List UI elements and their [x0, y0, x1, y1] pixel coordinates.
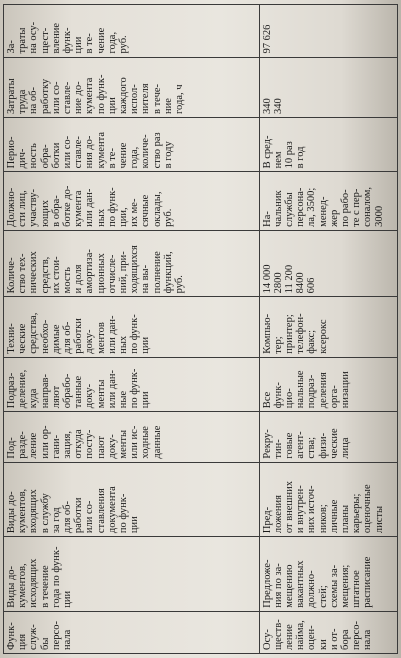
- header-text-function: Функ- ция служ- бы персо- нала: [6, 621, 74, 650]
- header-cell: [4, 57, 260, 117]
- cell-function: Осу- ществ- ление найма, оцен- ки и от- бора персо- нала: [261, 619, 374, 650]
- cell-source-unit: Рекру- тин- говые агент- ства; физи- ческие лица: [261, 428, 352, 459]
- cell-frequency: В сред- нем 10 раз в год: [261, 135, 307, 169]
- cell-target-unit: Все функ- цио- нальные подраз- деления орга- низации: [261, 370, 352, 409]
- header-cell: [4, 5, 260, 58]
- cell-annual-cost: 97 626: [261, 24, 273, 54]
- header-cell: [4, 611, 260, 653]
- body-cell: [259, 357, 397, 411]
- header-text-source-unit: Под- разде- ление или ор- гани- зация, откуда посту- пают доку- менты или ис- ходные данные: [6, 425, 163, 459]
- header-text-positions: Должно- сти лиц, участву- ющих в обра- ботке до- кумента или дан- ных по функ- ции, их ме- сячные оклады, руб.: [6, 185, 174, 227]
- header-row: [4, 5, 260, 654]
- header-text-target-unit: Подраз- деление, куда направ- ляют обрабо- танные доку- менты или дан- ные по функ- ции: [6, 368, 152, 409]
- header-text-equipment: Техни- ческие средства, необхо- димые для об- работки доку- ментов или дан- ных по функ- ции: [6, 312, 152, 354]
- header-cell: [4, 462, 260, 537]
- header-text-equipment-cost: Количе- ство тех- нических средств, их стои- мость и доля амортиза- ционных отчисле- ний, при- ходящихся на вы- полнение функций, руб.: [6, 245, 186, 294]
- header-cell: [4, 412, 260, 462]
- table-row: [259, 5, 397, 654]
- body-cell: [259, 297, 397, 357]
- body-cell: [259, 57, 397, 117]
- header-cell: [4, 117, 260, 171]
- body-cell: [259, 462, 397, 537]
- body-cell: [259, 117, 397, 171]
- header-cell: [4, 172, 260, 230]
- cell-positions: На- чальник службы персона- ла, 3500; менед- жер по рабо- те с пер- соналом, 3000: [261, 186, 385, 227]
- document-table: [3, 4, 398, 654]
- cell-equipment-cost: 14 000 2800 11 200 8400 606: [261, 264, 318, 294]
- header-text-frequency: Перио- дич- ность обра- ботки или со- ставле- ния до- кумента в те- чение года, количе- ство раз в году: [6, 132, 174, 169]
- cell-labor-hours: 340 340: [261, 98, 284, 114]
- header-cell: [4, 357, 260, 411]
- header-text-labor-hours: Затраты труда на об- работку или со- ставле- ние до- кумента по функ- ции каждого испол- нителя в тече- ние года, ч: [6, 74, 186, 114]
- body-cell: [259, 230, 397, 297]
- cell-equipment: Компью- тер; принтер; телефон- факс; ксерокс: [261, 313, 329, 354]
- body-cell: [259, 537, 397, 612]
- body-cell: [259, 611, 397, 653]
- header-text-outgoing-docs: Виды до- кументов, исходящих в течение года по функ- ции: [6, 546, 74, 608]
- cell-outgoing-docs: Предложе- ния по за- мещению вакантных должно- стей; схемы за- мещения; штатное расписание: [261, 556, 374, 608]
- body-cell: [259, 172, 397, 230]
- header-cell: [4, 537, 260, 612]
- body-cell: [259, 5, 397, 58]
- header-text-incoming-docs: Виды до- кументов, входящих в службу за год для об- работки или со- ставления документа по функ- ции: [6, 486, 141, 534]
- header-cell: [4, 297, 260, 357]
- header-text-annual-cost: За- траты на осу- щест- вление функ- ции в те- чение года, руб.: [6, 21, 130, 54]
- cell-incoming-docs: Пред- ложения от внешних и внутрен- них источ- ников; личные планы карьеры; оценочные листы: [261, 480, 385, 534]
- body-cell: [259, 412, 397, 462]
- header-cell: [4, 230, 260, 297]
